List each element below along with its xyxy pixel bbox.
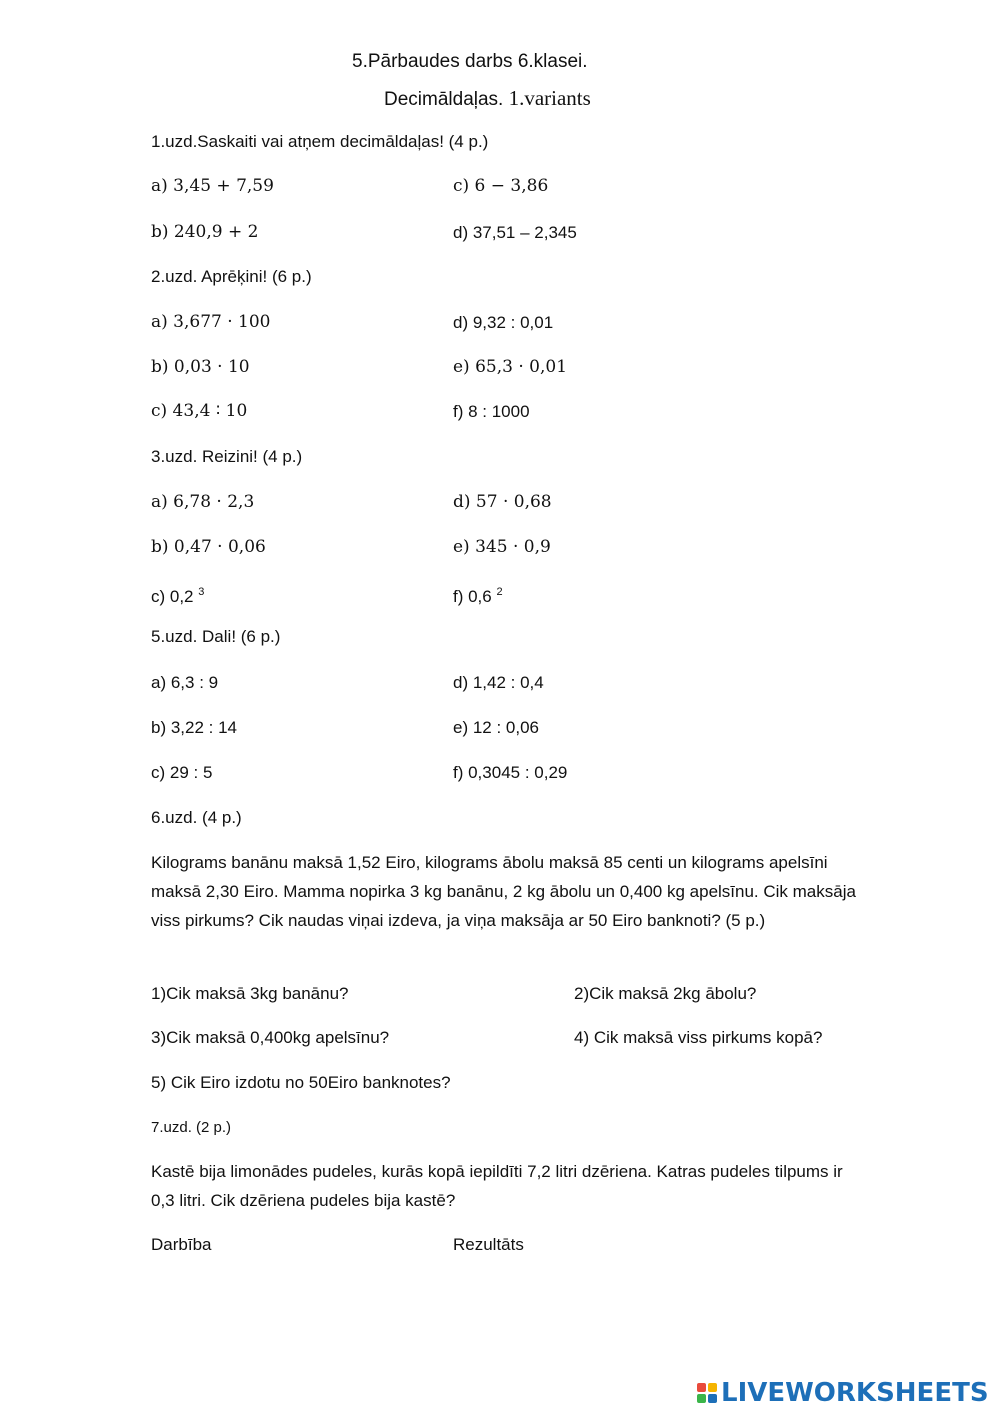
task6-question-3: 3)Cik maksā 0,400kg apelsīnu?: [151, 1028, 390, 1047]
liveworksheets-logo-text: LIVEWORKSHEETS: [721, 1378, 989, 1408]
task5-item-f: f) 0,3045 : 0,29: [453, 763, 568, 782]
task6-question-5: 5) Cik Eiro izdotu no 50Eiro banknotes?: [151, 1073, 451, 1092]
task5-item-b: b) 3,22 : 14: [151, 718, 238, 737]
task3-item-a: a) 6,78 · 2,3: [151, 492, 255, 512]
task5-item-a: a) 6,3 : 9: [151, 673, 219, 692]
page-title: 5.Pārbaudes darbs 6.klasei.: [352, 51, 588, 72]
task1-item-a: a) 3,45 + 7,59: [151, 176, 274, 196]
task1-item-d: d) 37,51 – 2,345: [453, 223, 577, 242]
task6-question-1: 1)Cik maksā 3kg banānu?: [151, 984, 349, 1003]
task3-item-c-base: c) 0,2: [151, 587, 199, 606]
task1-item-b: b) 240,9 + 2: [151, 222, 259, 242]
task6-heading: 6.uzd. (4 p.): [151, 808, 242, 827]
task3-item-c-exponent: 3: [198, 586, 205, 598]
task3-item-c: [151, 582, 204, 607]
liveworksheets-logo[interactable]: [697, 1379, 989, 1407]
task2-item-c: c) 43,4 ∶ 10: [151, 401, 248, 421]
task2-heading: 2.uzd. Aprēķini! (6 p.): [151, 267, 312, 286]
task2-item-f: f) 8 : 1000: [453, 402, 530, 421]
subtitle-variant: 1.variants: [503, 86, 591, 110]
task5-item-c: c) 29 : 5: [151, 763, 213, 782]
task1-heading: 1.uzd.Saskaiti vai atņem decimāldaļas! (4 p.): [151, 132, 489, 151]
task2-item-e: e) 65,3 · 0,01: [453, 357, 568, 377]
task2-item-a: a) 3,677 · 100: [151, 312, 271, 332]
task7-label-action: Darbība: [151, 1235, 212, 1254]
task3-item-b: b) 0,47 · 0,06: [151, 537, 266, 557]
task2-item-d: d) 9,32 : 0,01: [453, 313, 554, 332]
task7-problem-text: Kastē bija limonādes pudeles, kurās kopā iepildīti 7,2 litri dzēriena. Katras pudeles tilpums ir 0,3 litri. Cik dzēriena pudeles bija kastē?: [151, 1162, 843, 1210]
task3-item-f-exponent: 2: [496, 586, 503, 598]
task7-label-result: Rezultāts: [453, 1235, 524, 1254]
task7-heading: 7.uzd. (2 p.): [151, 1119, 232, 1136]
task3-heading: 3.uzd. Reizini! (4 p.): [151, 447, 303, 466]
task5-item-d: d) 1,42 : 0,4: [453, 673, 544, 692]
task3-item-f-base: f) 0,6: [453, 587, 497, 606]
task6-problem-text: Kilograms banānu maksā 1,52 Eiro, kilograms ābolu maksā 85 centi un kilograms apelsīni maksā 2,30 Eiro. Mamma nopirka 3 kg banānu, 2 kg ābolu un 0,400 kg apelsīnu. Cik maksāja viss pirkums? Cik naudas viņai izdeva, ja viņa maksāja ar 50 Eiro banknoti? (5 p.): [151, 853, 856, 930]
task6-question-4: 4) Cik maksā viss pirkums kopā?: [574, 1028, 823, 1047]
task3-item-e: e) 345 · 0,9: [453, 537, 551, 557]
page-subtitle: [384, 88, 591, 110]
task2-item-b: b) 0,03 · 10: [151, 357, 250, 377]
task3-item-f: [453, 582, 503, 607]
task3-item-d: d) 57 · 0,68: [453, 492, 552, 512]
subtitle-main: Decimāldaļas.: [384, 89, 504, 110]
liveworksheets-logo-icon: [697, 1383, 717, 1403]
task5-item-e: e) 12 : 0,06: [453, 718, 540, 737]
task1-item-c: c) 6 − 3,86: [453, 176, 549, 196]
task6-question-2: 2)Cik maksā 2kg ābolu?: [574, 984, 757, 1003]
task5-heading: 5.uzd. Dali! (6 p.): [151, 627, 281, 646]
